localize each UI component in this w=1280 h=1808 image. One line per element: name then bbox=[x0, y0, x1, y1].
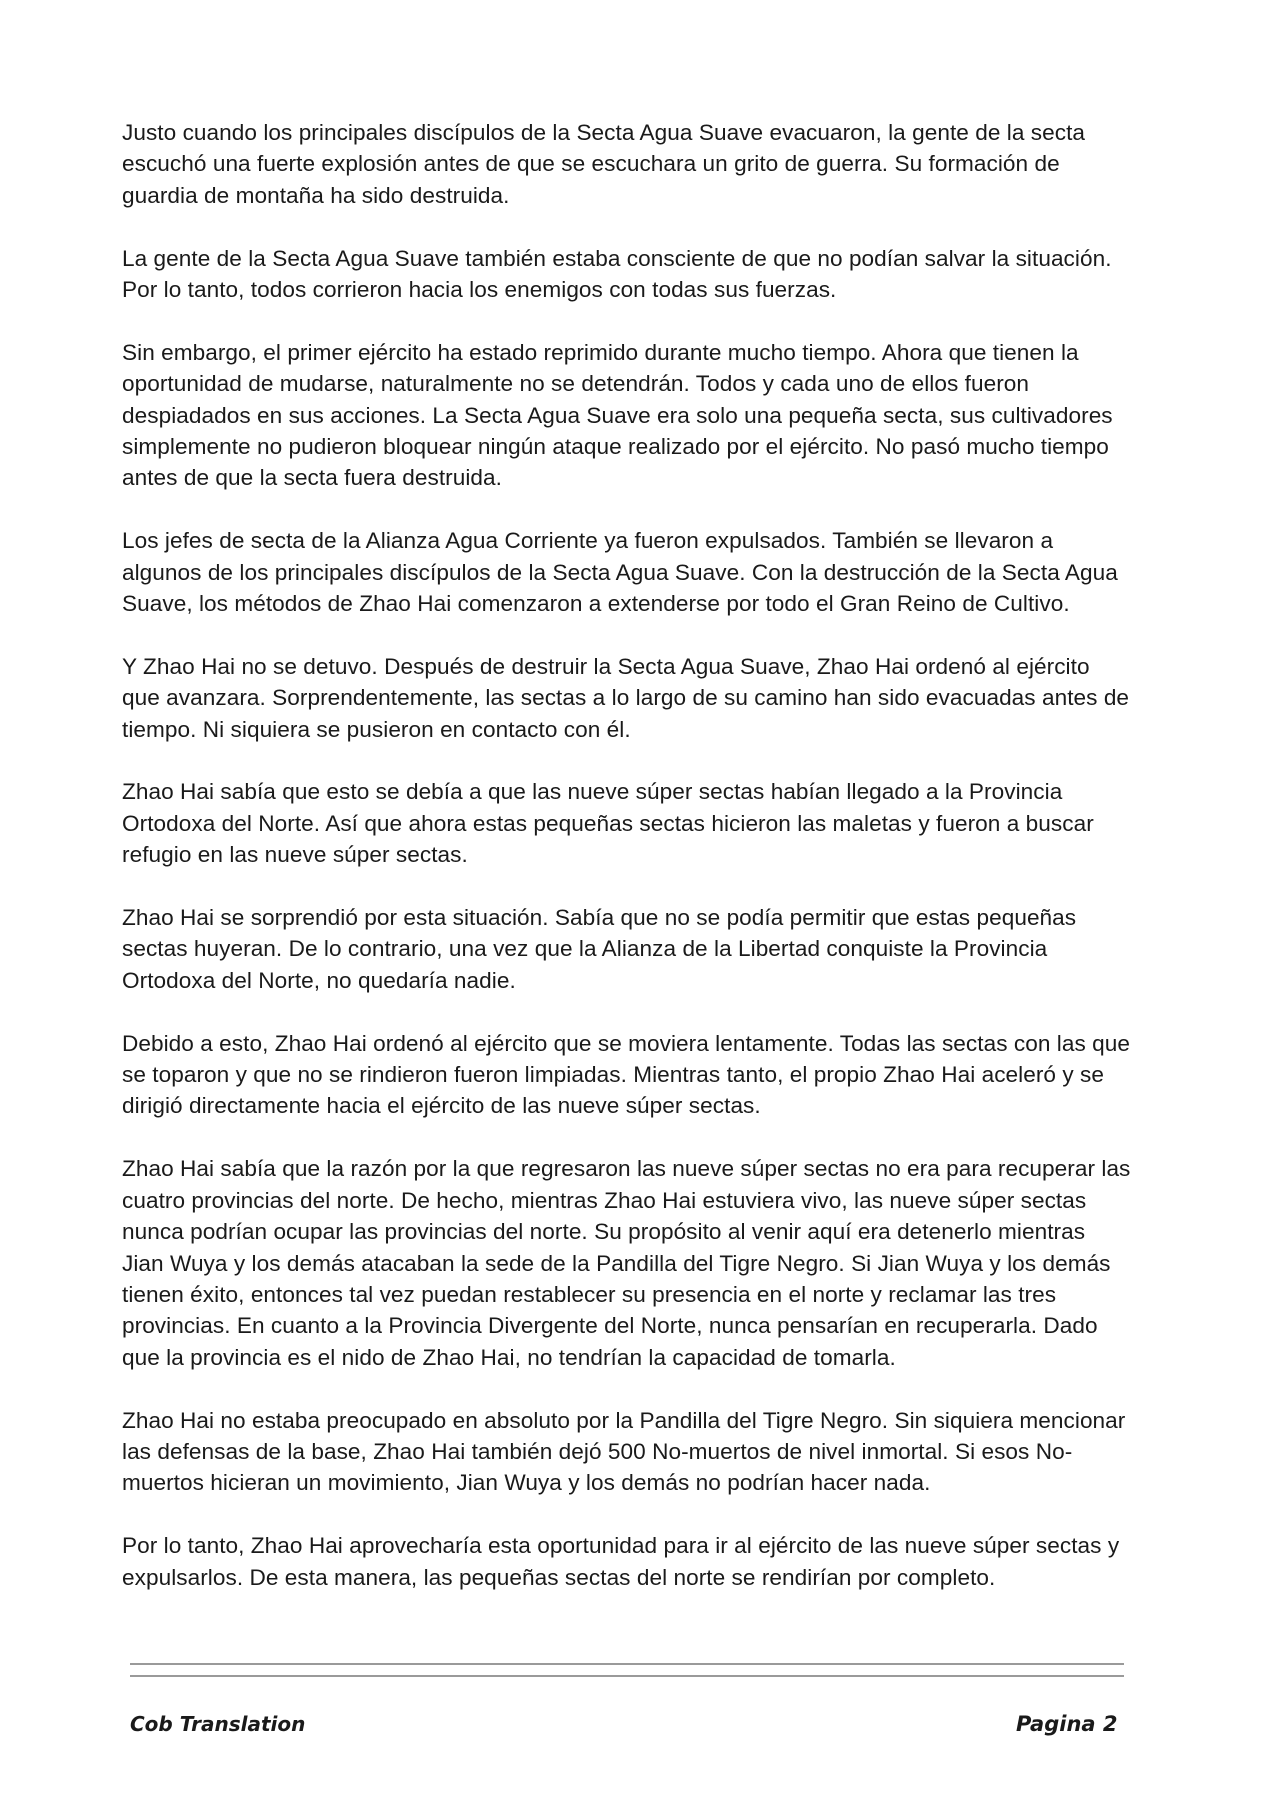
document-body bbox=[122, 117, 1132, 1624]
footer-divider-bottom bbox=[130, 1675, 1124, 1677]
paragraph: Por lo tanto, Zhao Hai aprovecharía esta oportunidad para ir al ejército de las nueve súper sectas y expulsarlos. De esta manera, las pequeñas sectas del norte se rendirían por completo. bbox=[122, 1533, 1120, 1590]
paragraph: Sin embargo, el primer ejército ha estado reprimido durante mucho tiempo. Ahora que tienen la oportunidad de mudarse, naturalmente no se detendrán. Todos y cada uno de ellos fueron despiadados en sus acciones. La Secta Agua Suave era solo una pequeña secta, sus cultivadores simplemente no pudieron bloquear ningún ataque realizado por el ejército. No pasó mucho tiempo antes de que la secta fuera destruida. bbox=[122, 339, 1113, 491]
page-number: Pagina 2 bbox=[1016, 1712, 1118, 1736]
paragraph: Zhao Hai se sorprendió por esta situación. Sabía que no se podía permitir que estas pequeñas sectas huyeran. De lo contrario, una vez que la Alianza de la Libertad conquiste la Provincia Ortodoxa del Norte, no quedaría nadie. bbox=[122, 905, 1077, 993]
paragraph: Debido a esto, Zhao Hai ordenó al ejército que se moviera lentamente. Todas las sectas con las que se toparon y que no se rindieron fueron limpiadas. Mientras tanto, el propio Zhao Hai aceleró y se dirigió directamente hacia el ejército de las nueve súper sectas. bbox=[122, 1030, 1130, 1119]
paragraph: Zhao Hai sabía que esto se debía a que las nueve súper sectas habían llegado a la Provincia Ortodoxa del Norte. Así que ahora estas pequeñas sectas hicieron las maletas y fueron a buscar refugio en las nueve súper sectas. bbox=[122, 779, 1094, 868]
paragraph: Zhao Hai sabía que la razón por la que regresaron las nueve súper sectas no era para recuperar las cuatro provincias del norte. De hecho, mientras Zhao Hai estuviera vivo, las nueve súper sectas nunca podrían ocupar las provincias del norte. Su propósito al venir aquí era detenerlo mientras Jian Wuya y los demás atacaban la sede de la Pandilla del Tigre Negro. Si Jian Wuya y los demás tienen éxito, entonces tal vez puedan restablecer su presencia en el norte y reclamar las tres provincias. En cuanto a la Provincia Divergente del Norte, nunca pensarían en recuperarla. Dado que la provincia es el nido de Zhao Hai, no tendrían la capacidad de tomarla. bbox=[122, 1156, 1131, 1370]
paragraph: La gente de la Secta Agua Suave también estaba consciente de que no podían salvar la situación. Por lo tanto, todos corrieron hacia los enemigos con todas sus fuerzas. bbox=[122, 245, 1112, 303]
footer-divider-top bbox=[130, 1663, 1124, 1665]
paragraph: Zhao Hai no estaba preocupado en absoluto por la Pandilla del Tigre Negro. Sin siquiera mencionar las defensas de la base, Zhao Hai también dejó 500 No-muertos de nivel inmortal. Si esos No-muertos hicieran un movimiento, Jian Wuya y los demás no podrían hacer nada. bbox=[122, 1407, 1126, 1496]
footer-credit: Cob Translation bbox=[130, 1712, 306, 1736]
paragraph: Justo cuando los principales discípulos de la Secta Agua Suave evacuaron, la gente de la secta escuchó una fuerte explosión antes de que se escuchara un grito de guerra. Su formación de guardia de montaña ha sido destruida. bbox=[122, 120, 1086, 208]
paragraph: Los jefes de secta de la Alianza Agua Corriente ya fueron expulsados. También se llevaron a algunos de los principales discípulos de la Secta Agua Suave. Con la destrucción de la Secta Agua Suave, los métodos de Zhao Hai comenzaron a extenderse por todo el Gran Reino de Cultivo. bbox=[122, 528, 1118, 617]
paragraph: Y Zhao Hai no se detuvo. Después de destruir la Secta Agua Suave, Zhao Hai ordenó al ejército que avanzara. Sorprendentemente, las sectas a lo largo de su camino han sido evacuadas antes de tiempo. Ni siquiera se pusieron en contacto con él. bbox=[122, 653, 1130, 742]
